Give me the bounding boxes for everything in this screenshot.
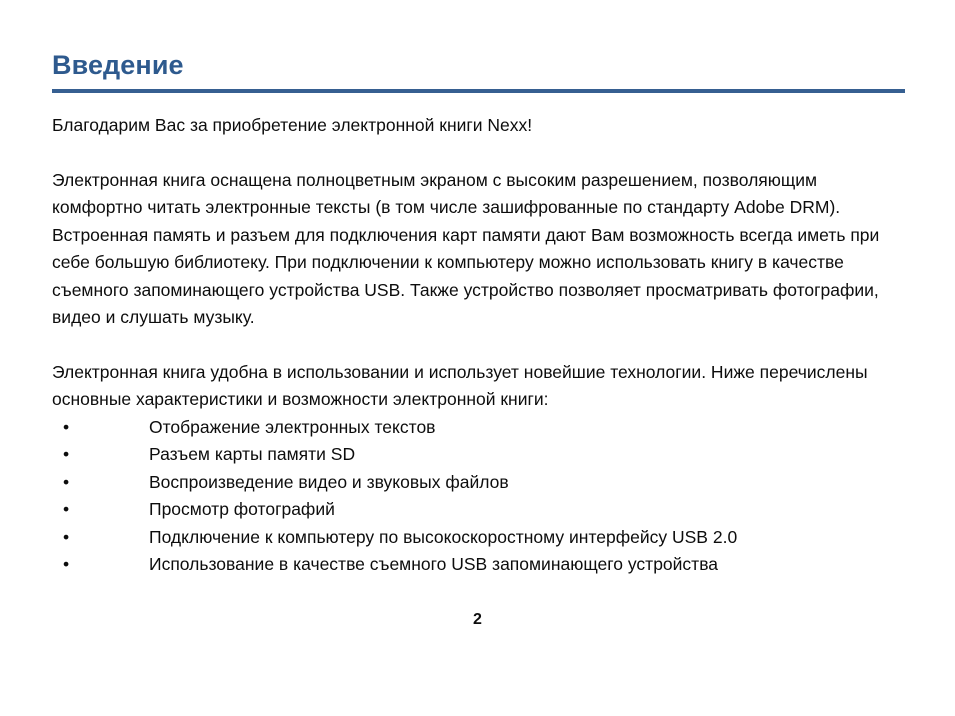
- list-item: [52, 551, 906, 579]
- list-item-label: Отображение электронных текстов: [149, 416, 436, 437]
- features-lead-paragraph: Электронная книга удобна в использовании и использует новейшие технологии. Ниже перечислены основные характеристики и возможности электронной книги:: [52, 361, 868, 410]
- bullet-icon: •: [63, 416, 70, 437]
- list-item-label: Просмотр фотографий: [149, 499, 335, 520]
- bullet-icon: •: [63, 471, 70, 492]
- list-item-label: Подключение к компьютеру по высокоскоростному интерфейсу USB 2.0: [149, 526, 738, 547]
- list-item: [52, 496, 906, 524]
- list-item: [52, 441, 906, 469]
- heading-divider: [52, 89, 905, 93]
- page-number: 2: [473, 611, 482, 628]
- bullet-icon: •: [63, 444, 70, 465]
- list-item-label: Использование в качестве съемного USB запоминающего устройства: [149, 554, 719, 575]
- list-item-label: Воспроизведение видео и звуковых файлов: [149, 471, 509, 492]
- list-item: [52, 469, 906, 497]
- page-title: Введение: [52, 50, 184, 80]
- body-paragraph: Электронная книга оснащена полноцветным экраном с высоким разрешением, позволяющим комфортно читать электронные тексты (в том числе зашифрованные по стандарту Adobe DRM). Встроенная память и разъем для подключения карт памяти дают Вам возможность всегда иметь при себе большую библиотеку. При подключении к компьютеру можно использовать книгу в качестве съемного запоминающего устройства USB. Также устройство позволяет просматривать фотографии, видео и слушать музыку.: [52, 169, 880, 328]
- bullet-icon: •: [63, 526, 70, 547]
- bullet-icon: •: [63, 554, 70, 575]
- bullet-icon: •: [63, 499, 70, 520]
- features-list: [52, 414, 906, 579]
- list-item: [52, 414, 906, 442]
- page-content: [52, 50, 906, 579]
- intro-paragraph: Благодарим Вас за приобретение электронной книги Nexx!: [52, 115, 533, 136]
- list-item-label: Разъем карты памяти SD: [149, 444, 356, 465]
- list-item: [52, 524, 906, 552]
